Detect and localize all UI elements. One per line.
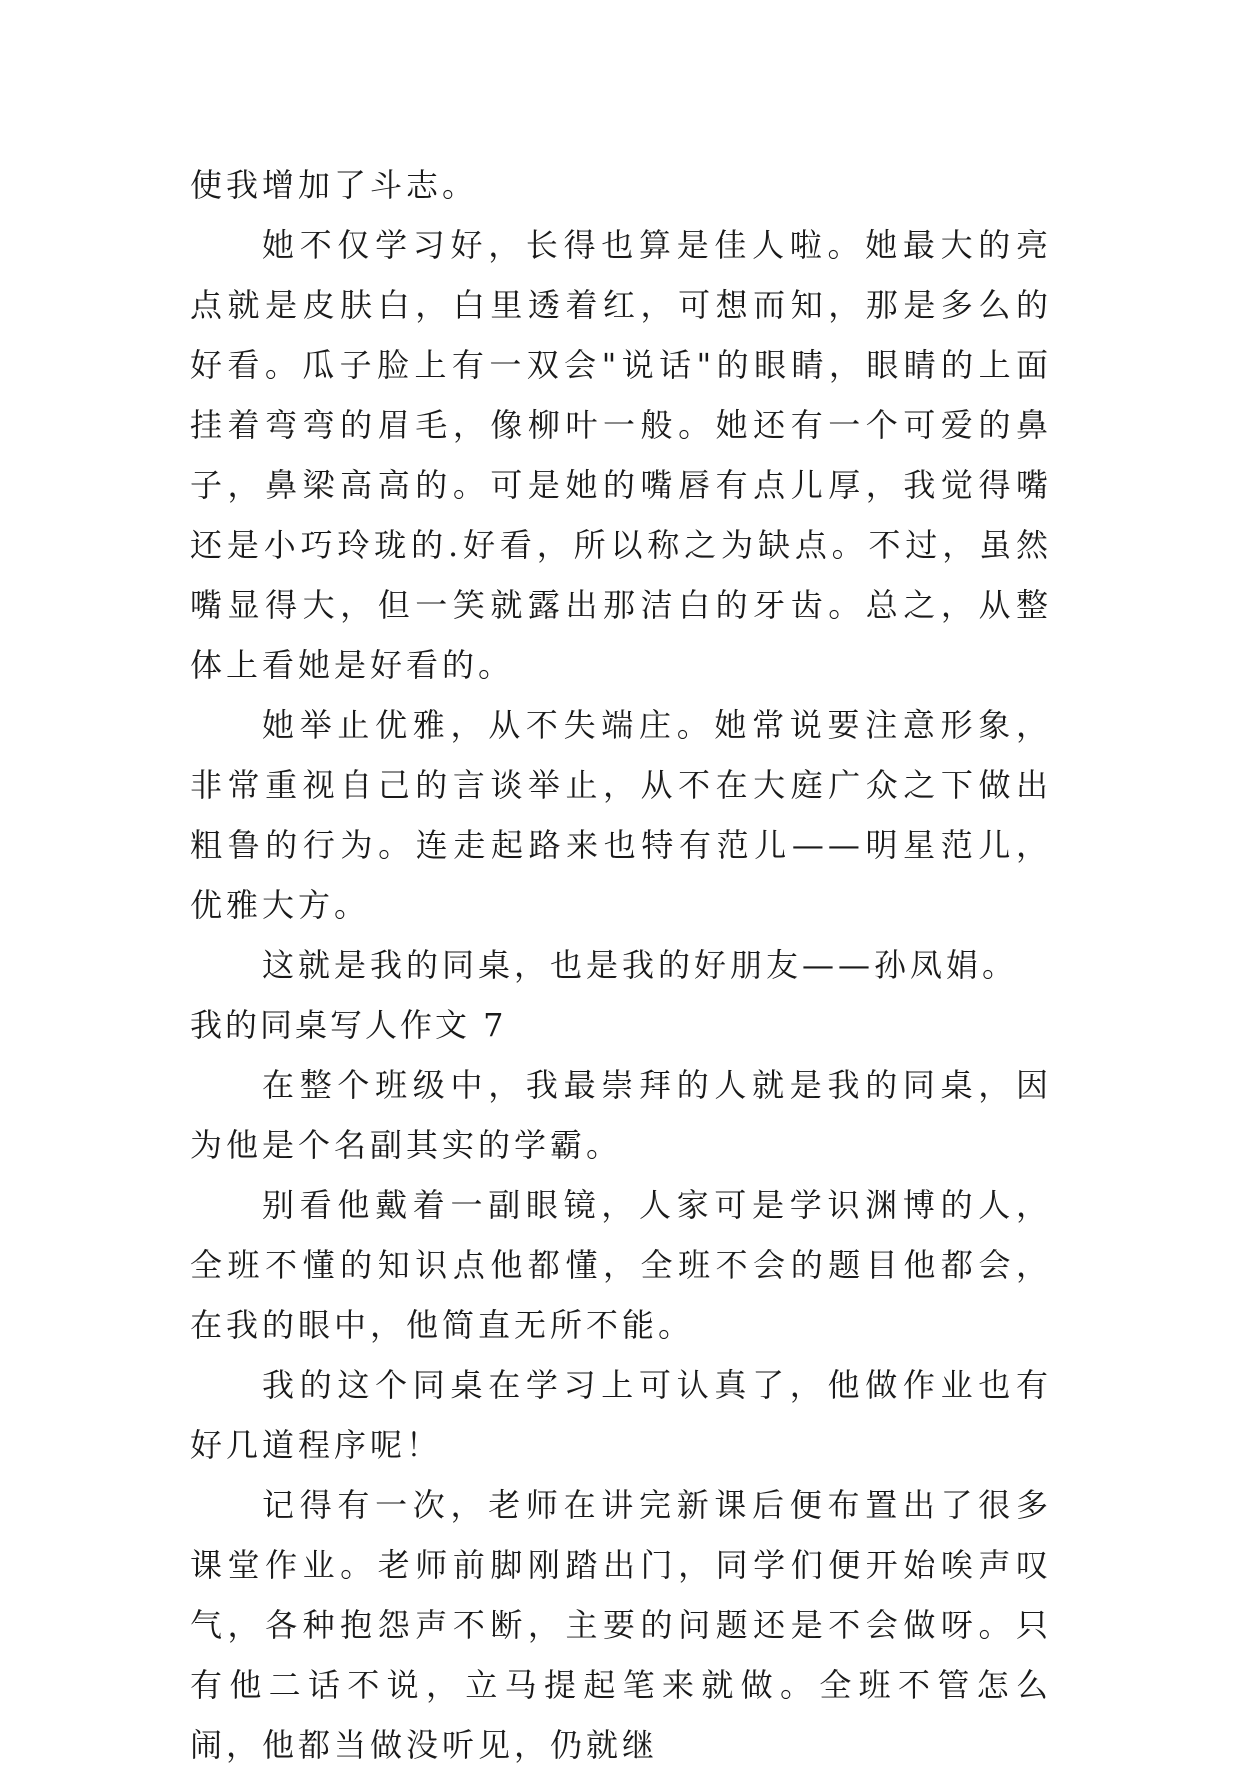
document-body <box>190 155 1052 1775</box>
paragraph-continuation: 使我增加了斗志。 <box>190 166 479 204</box>
paragraph: 我的这个同桌在学习上可认真了，他做作业也有好几道程序呢！ <box>190 1366 1052 1464</box>
paragraph: 记得有一次，老师在讲完新课后便布置出了很多课堂作业。老师前脚刚踏出门，同学们便开始唉声叹气，各种抱怨声不断，主要的问题还是不会做呀。只有他二话不说，立马提起笔来就做。全班不管怎么闹，他都当做没听见，仍就继 <box>190 1486 1052 1764</box>
paragraph: 她不仅学习好，长得也算是佳人啦。她最大的亮点就是皮肤白，白里透着红，可想而知，那是多么的好看。瓜子脸上有一双会"说话"的眼睛，眼睛的上面挂着弯弯的眉毛，像柳叶一般。她还有一个可爱的鼻子，鼻梁高高的。可是她的嘴唇有点儿厚，我觉得嘴还是小巧玲珑的.好看，所以称之为缺点。不过，虽然嘴显得大，但一笑就露出那洁白的牙齿。总之，从整体上看她是好看的。 <box>190 226 1052 684</box>
section-heading: 我的同桌写人作文 7 <box>190 1006 507 1044</box>
paragraph: 她举止优雅，从不失端庄。她常说要注意形象，非常重视自己的言谈举止，从不在大庭广众之下做出粗鲁的行为。连走起路来也特有范儿——明星范儿，优雅大方。 <box>190 706 1052 924</box>
paragraph: 这就是我的同桌，也是我的好朋友——孙凤娟。 <box>262 946 1019 984</box>
paragraph: 别看他戴着一副眼镜，人家可是学识渊博的人，全班不懂的知识点他都懂，全班不会的题目他都会，在我的眼中，他简直无所不能。 <box>190 1186 1052 1344</box>
paragraph: 在整个班级中，我最崇拜的人就是我的同桌，因为他是个名副其实的学霸。 <box>190 1066 1052 1164</box>
